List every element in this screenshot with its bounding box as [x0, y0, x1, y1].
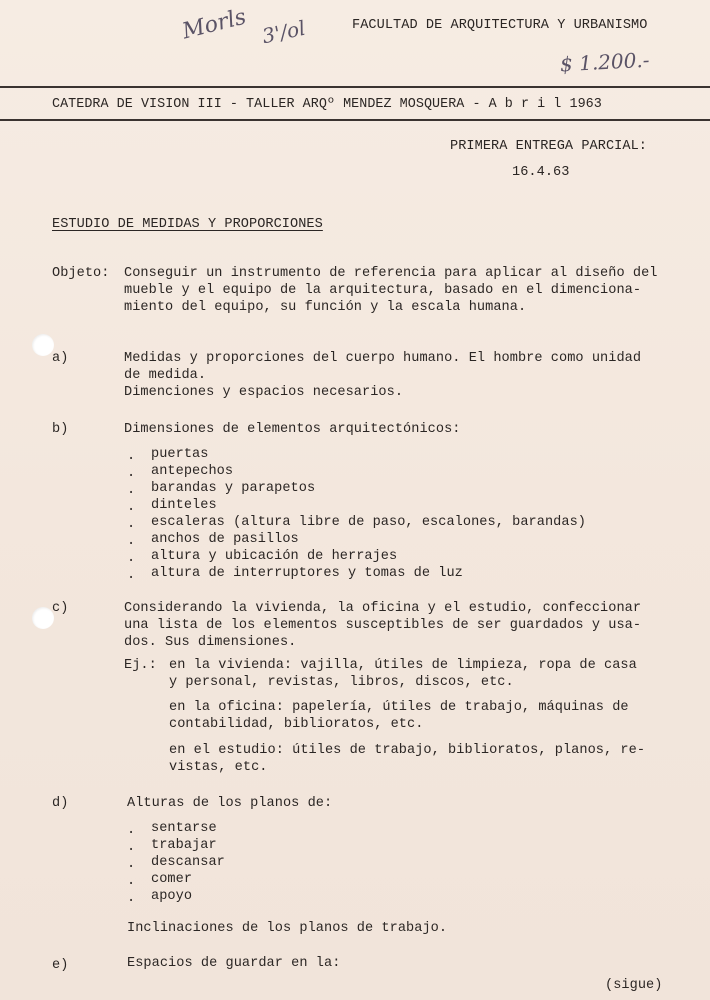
objective-line: mueble y el equipo de la arquitectura, basado en el dimenciona-	[124, 283, 642, 298]
handwritten-note-left: Morls	[179, 4, 249, 45]
section-c-line: Considerando la vivienda, la oficina y el estudio, confeccionar	[124, 601, 642, 616]
bullet-dot: .	[127, 534, 136, 549]
section-b-label: b)	[52, 422, 69, 437]
example-prefix: Ej.:	[124, 658, 157, 673]
bullet-dot: .	[127, 517, 136, 532]
bullet-dot: .	[127, 551, 136, 566]
handwritten-price: $ 1.200.-	[559, 47, 651, 77]
section-d-intro: Alturas de los planos de:	[127, 796, 333, 811]
section-b-item: barandas y parapetos	[151, 481, 316, 496]
bullet-dot: .	[127, 500, 136, 515]
section-d-item: descansar	[151, 855, 225, 870]
section-d-item: trabajar	[151, 838, 217, 853]
bullet-dot: .	[127, 874, 136, 889]
section-d-item: comer	[151, 872, 193, 887]
section-e-label: e)	[52, 958, 69, 973]
section-a-line: Dimenciones y espacios necesarios.	[124, 385, 404, 400]
delivery-title: PRIMERA ENTREGA PARCIAL:	[450, 139, 647, 154]
section-b-item: altura de interruptores y tomas de luz	[151, 566, 463, 581]
bullet-dot: .	[127, 823, 136, 838]
section-c-line: dos. Sus dimensiones.	[124, 635, 297, 650]
section-d-label: d)	[52, 796, 69, 811]
faculty-heading: FACULTAD DE ARQUITECTURA Y URBANISMO	[352, 18, 648, 33]
example-line: contabilidad, biblioratos, etc.	[169, 717, 424, 732]
section-c-label: c)	[52, 601, 69, 616]
example-line: en la vivienda: vajilla, útiles de limpieza, ropa de casa	[169, 658, 637, 673]
bottom-rule	[0, 119, 710, 121]
section-c-line: una lista de los elementos susceptibles de ser guardados y usa-	[124, 618, 642, 633]
section-a-line: de medida.	[124, 368, 207, 383]
punch-hole	[32, 607, 54, 629]
section-b-item: puertas	[151, 447, 209, 462]
delivery-date: 16.4.63	[512, 165, 570, 180]
bullet-dot: .	[127, 891, 136, 906]
section-e-intro: Espacios de guardar en la:	[127, 956, 341, 971]
bullet-dot: .	[127, 466, 136, 481]
section-d-item: apoyo	[151, 889, 193, 904]
example-line: vistas, etc.	[169, 760, 268, 775]
example-line: y personal, revistas, libros, discos, etc.	[169, 675, 514, 690]
section-d-item: sentarse	[151, 821, 217, 836]
bullet-dot: .	[127, 483, 136, 498]
study-title: ESTUDIO DE MEDIDAS Y PROPORCIONES	[52, 217, 323, 232]
objective-label: Objeto:	[52, 266, 110, 281]
example-line: en el estudio: útiles de trabajo, biblioratos, planos, re-	[169, 743, 646, 758]
section-b-item: antepechos	[151, 464, 234, 479]
section-b-item: anchos de pasillos	[151, 532, 299, 547]
section-b-intro: Dimensiones de elementos arquitectónicos:	[124, 422, 461, 437]
continues-note: (sigue)	[605, 978, 663, 993]
example-line: en la oficina: papelería, útiles de trabajo, máquinas de	[169, 700, 629, 715]
section-d-outro: Inclinaciones de los planos de trabajo.	[127, 921, 448, 936]
section-b-item: altura y ubicación de herrajes	[151, 549, 398, 564]
top-rule	[0, 86, 710, 88]
handwritten-note-mid: 3'/ol	[259, 15, 308, 49]
section-b-item: escaleras (altura libre de paso, escalones, barandas)	[151, 515, 587, 530]
section-a-label: a)	[52, 351, 69, 366]
bullet-dot: .	[127, 568, 136, 583]
section-b-item: dinteles	[151, 498, 217, 513]
bullet-dot: .	[127, 857, 136, 872]
section-a-line: Medidas y proporciones del cuerpo humano. El hombre como unidad	[124, 351, 642, 366]
objective-line: miento del equipo, su función y la escala humana.	[124, 300, 527, 315]
bullet-dot: .	[127, 449, 136, 464]
punch-hole	[32, 334, 54, 356]
objective-line: Conseguir un instrumento de referencia para aplicar al diseño del	[124, 266, 658, 281]
course-line: CATEDRA DE VISION III - TALLER ARQº MENDEZ MOSQUERA - A b r i l 1963	[52, 97, 602, 112]
bullet-dot: .	[127, 840, 136, 855]
